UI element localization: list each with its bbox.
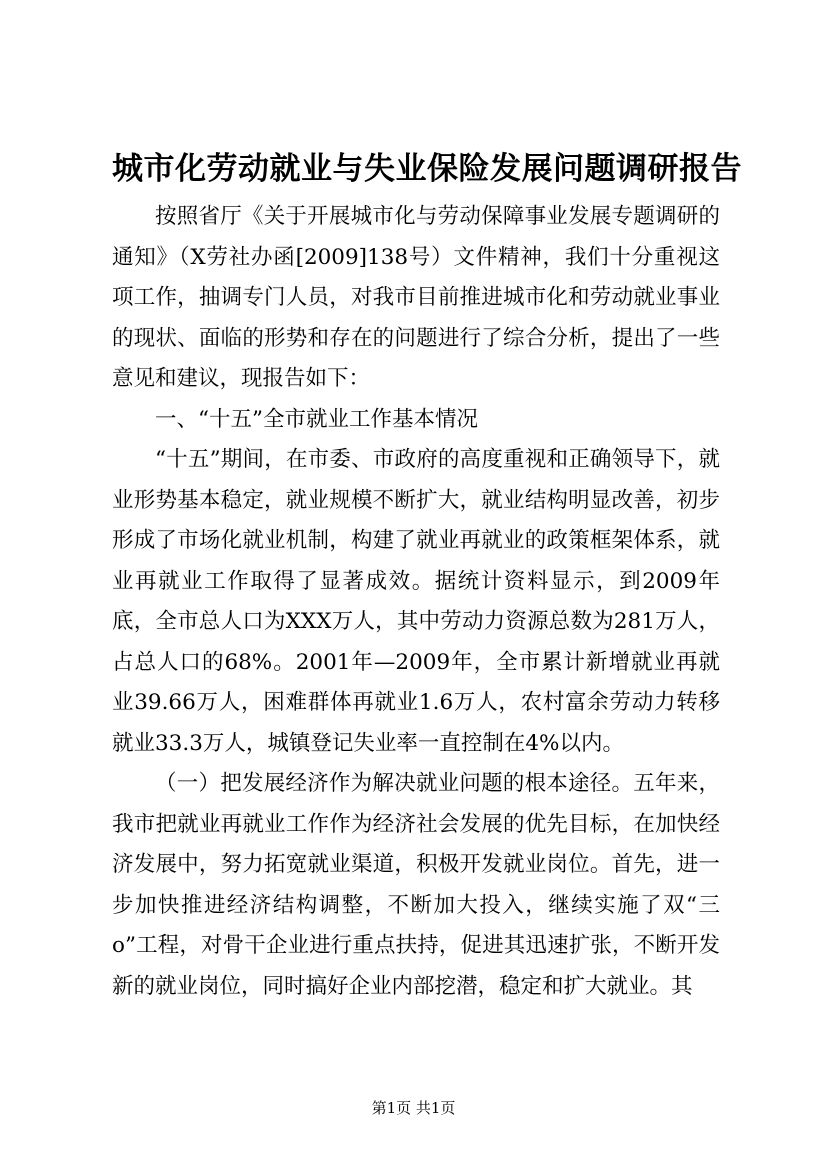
paragraph-overview: “十五”期间，在市委、市政府的高度重视和正确领导下，就业形势基本稳定，就业规模不断扩大，就业结构明显改善，初步形成了市场化就业机制，构建了就业再就业的政策框架体系，就业再就业工作取得了显著成效。据统计资料显示，到2009年底，全市总人口为XXX万人，其中劳动力资源总数为281万人，占总人口的68%。2001年—2009年，全市累计新增就业再就业39.66万人，困难群体再就业1.6万人，农村富余劳动力转移就业33.3万人，城镇登记失业率一直控制在4%以内。 xyxy=(112,447,720,756)
paragraph-intro: 按照省厅《关于开展城市化与劳动保障事业发展专题调研的通知》（X劳社办函[2009]138号）文件精神，我们十分重视这项工作，抽调专门人员，对我市目前推进城市化和劳动就业事业的现状、面临的形势和存在的问题进行了综合分析，提出了一些意见和建议，现报告如下： xyxy=(112,204,720,391)
page-footer: 第1页 共1页 xyxy=(371,1099,456,1117)
paragraph-economy: （一）把发展经济作为解决就业问题的根本途径。五年来，我市把就业再就业工作作为经济社会发展的优先目标，在加快经济发展中，努力拓宽就业渠道，积极开发就业岗位。首先，进一步加快推进经济结构调整，不断加大投入，继续实施了双“三o”工程，对骨干企业进行重点扶持，促进其迅速扩张，不断开发新的就业岗位，同时搞好企业内部挖潜，稳定和扩大就业。其 xyxy=(112,771,720,999)
document-body xyxy=(112,197,720,1007)
document-title: 城市化劳动就业与失业保险发展问题调研报告 xyxy=(112,151,742,187)
section-heading: 一、“十五”全市就业工作基本情况 xyxy=(155,406,478,432)
